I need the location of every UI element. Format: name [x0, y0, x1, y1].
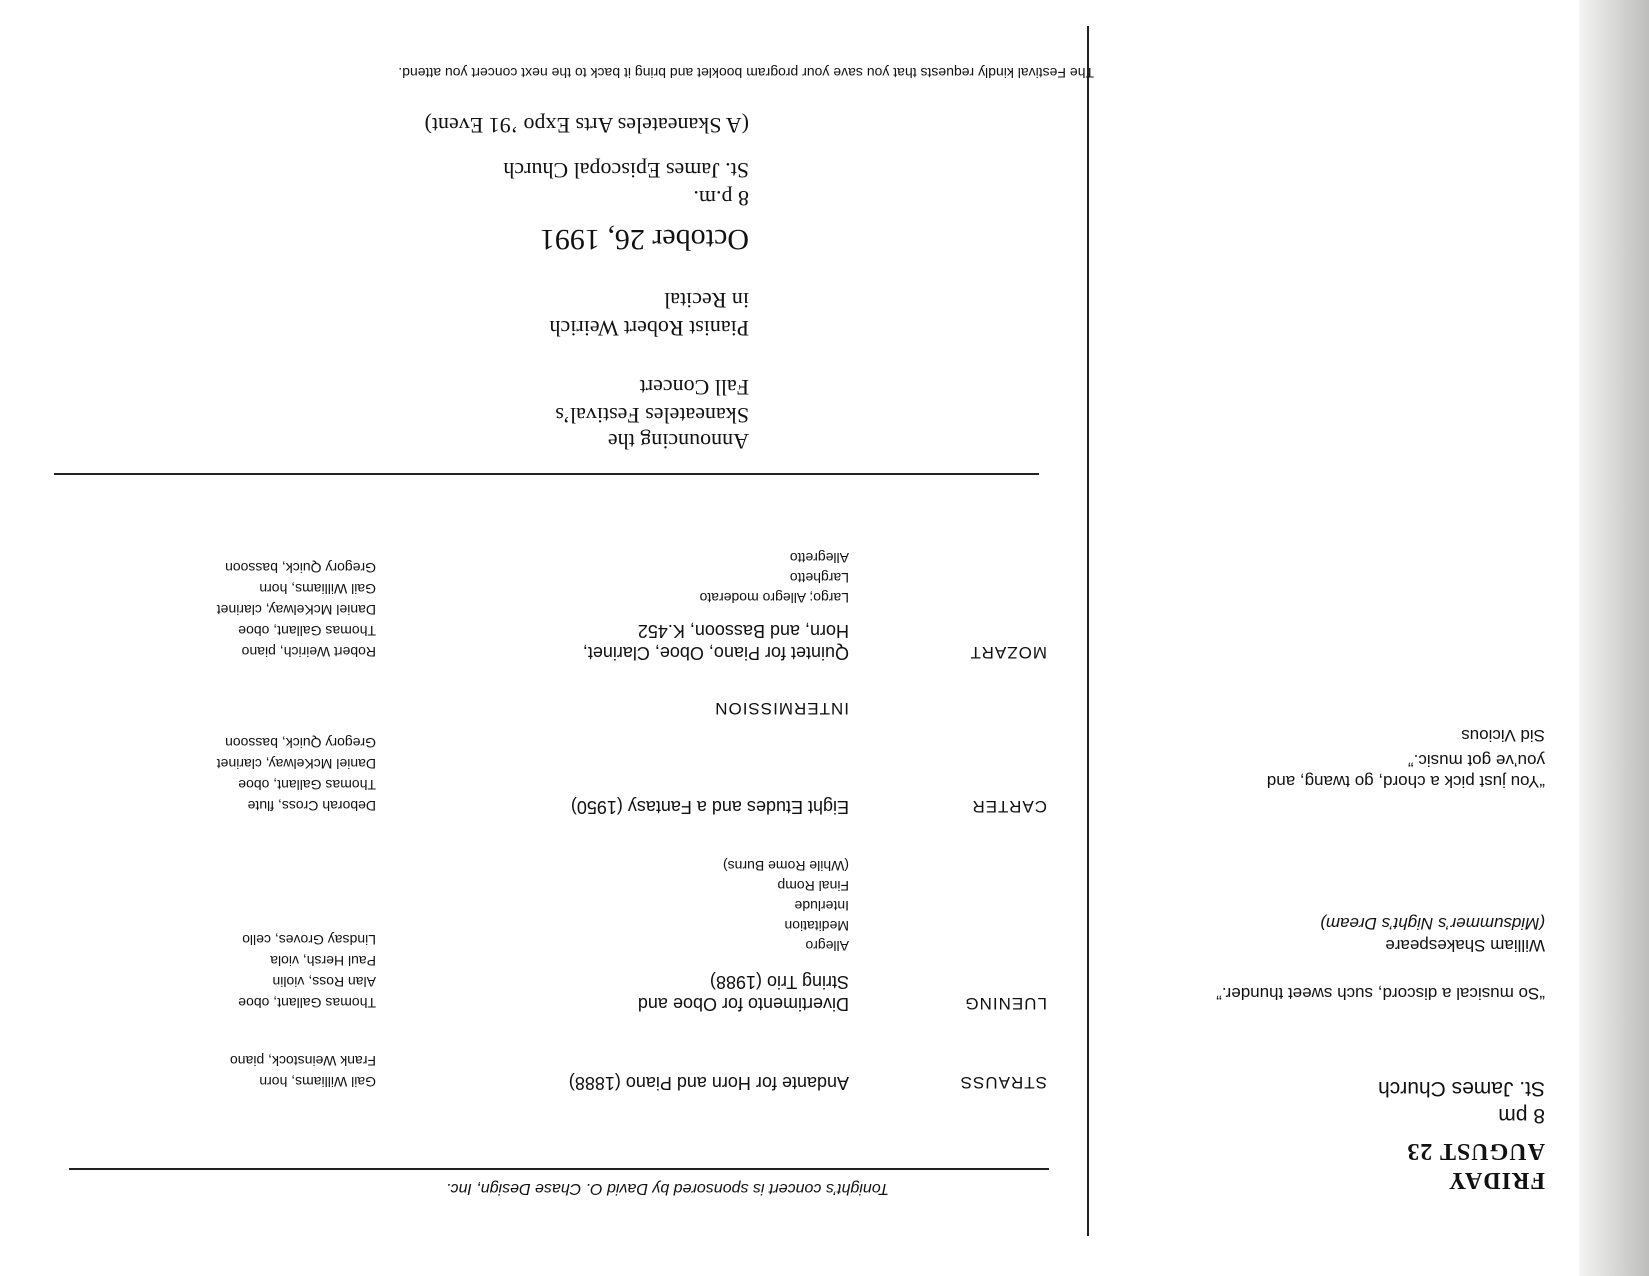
movement: Interlude: [794, 898, 849, 914]
announcement-event: (A Skaneateles Arts Expo ’91 Event): [424, 113, 749, 138]
program-bottom-rule: [54, 473, 1039, 475]
performer: Paul Hersh, viola: [270, 953, 376, 969]
announcement-line: Pianist Robert Weirich: [549, 316, 749, 341]
concert-venue: St. James Church: [1378, 1077, 1545, 1100]
quote-shakespeare-source: (Midsummer’s Night’s Dream): [1320, 914, 1545, 933]
concert-date: AUGUST 23: [1406, 1138, 1545, 1164]
work-luening: String Trio (1988): [709, 972, 849, 992]
program-top-rule: [69, 1168, 1049, 1170]
work-mozart: Quintet for Piano, Oboe, Clarinet,: [582, 643, 849, 663]
quote-shakespeare-author: William Shakespeare: [1385, 936, 1545, 955]
performer: Gregory Quick, bassoon: [225, 735, 376, 751]
announcement-line: Fall Concert: [639, 375, 749, 400]
announcement-time: 8 p.m.: [693, 186, 749, 211]
performer: Daniel McKelway, clarinet: [216, 756, 376, 772]
work-carter: Eight Etudes and a Fantasy (1950): [570, 797, 849, 817]
concert-day: FRIDAY: [1447, 1167, 1545, 1193]
performer: Deborah Cross, flute: [247, 798, 376, 814]
announcement-venue: St. James Episcopal Church: [503, 158, 749, 183]
movement: (While Rome Burns): [722, 858, 849, 874]
quote-vicious-author: Sid Vicious: [1461, 726, 1545, 745]
composer-carter: CARTER: [971, 797, 1047, 816]
performer: Thomas Gallant, oboe: [238, 623, 376, 639]
composer-strauss: STRAUSS: [959, 1073, 1047, 1092]
performer: Gail Williams, horn: [259, 581, 376, 597]
announcement-date: October 26, 1991: [539, 223, 749, 256]
quote-vicious: “You just pick a chord, go twang, and you’ve got music.”: [1266, 751, 1545, 791]
performer: Thomas Gallant, oboe: [238, 777, 376, 793]
announcement-line: Announcing the: [607, 429, 749, 454]
announcement-line: in Recital: [664, 288, 749, 313]
intermission-label: INTERMISSION: [714, 699, 849, 718]
performer: Gail Williams, horn: [259, 1074, 376, 1090]
concert-time: 8 pm: [1498, 1104, 1545, 1127]
performer: Robert Weirich, piano: [241, 644, 376, 660]
announcement-line: Skaneateles Festival’s: [555, 403, 749, 428]
work-strauss: Andante for Horn and Piano (1888): [568, 1073, 849, 1093]
movement: Larghetto: [789, 570, 849, 586]
composer-luening: LUENING: [964, 994, 1047, 1013]
performer: Lindsay Groves, cello: [242, 932, 376, 948]
movement: Final Romp: [777, 878, 849, 894]
page-edge-shadow: [1579, 0, 1649, 1276]
composer-mozart: MOZART: [969, 643, 1047, 662]
performer: Thomas Gallant, oboe: [238, 995, 376, 1011]
sidebar-divider: [1087, 26, 1089, 1236]
performer: Frank Weinstock, piano: [229, 1053, 376, 1069]
sponsor-line: Tonight’s concert is sponsored by David O. Chase Design, Inc.: [446, 1180, 889, 1197]
movement: Allegro: [805, 938, 849, 954]
work-mozart: Horn, and Bassoon, K.452: [637, 621, 849, 641]
work-luening: Divertimento for Oboe and: [637, 994, 849, 1014]
performer: Alan Ross, violin: [272, 974, 376, 990]
quote-shakespeare: “So musical a discord, such sweet thunder.”: [1216, 984, 1545, 1003]
movement: Allegretto: [789, 550, 849, 566]
footer-note: The Festival kindly requests that you save your program booklet and bring it back to the next concert you attend.: [398, 65, 1094, 81]
movement: Meditation: [784, 918, 849, 934]
performer: Gregory Quick, bassoon: [225, 560, 376, 576]
performer: Daniel McKelway, clarinet: [216, 602, 376, 618]
movement: Largo; Allegro moderato: [699, 590, 849, 606]
